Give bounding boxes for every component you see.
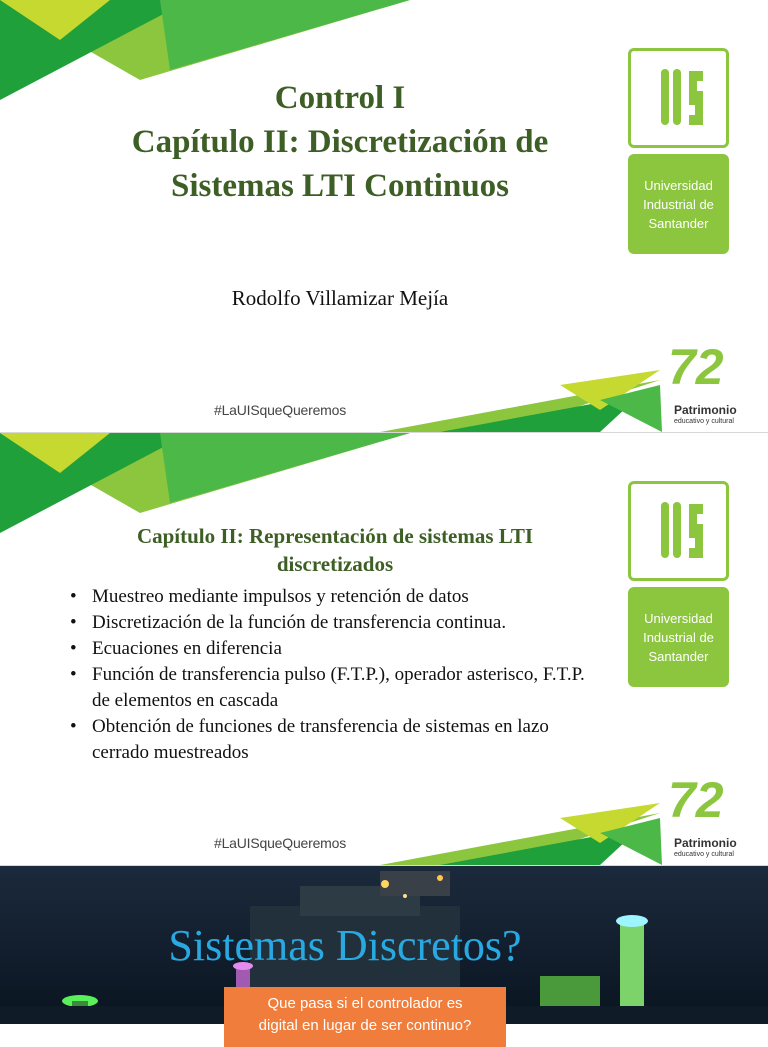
uis-logo-name: Universidad Industrial de Santander <box>628 587 729 687</box>
uis-logo-name: Universidad Industrial de Santander <box>628 154 729 254</box>
list-item: • Ecuaciones en diferencia <box>70 636 600 662</box>
seal-sublabel: educativo y cultural <box>674 418 734 425</box>
list-item: • Discretización de la función de transferencia continua. <box>70 610 600 636</box>
hashtag: #LaUISqueQueremos <box>214 835 347 851</box>
slide3-title: Sistemas Discretos? <box>168 921 522 970</box>
seal-label: Patrimonio <box>674 403 737 417</box>
seal-number: 72 <box>668 339 724 395</box>
list-item: • Muestreo mediante impulsos y retención de datos <box>70 584 600 610</box>
list-item: • Obtención de funciones de transferencia de sistemas en lazo cerrado muestreados <box>70 714 600 766</box>
slide2-title: Capítulo II: Representación de sistemas LTI discretizados <box>136 524 534 576</box>
seal-label: Patrimonio <box>674 836 737 850</box>
uis-monogram-icon <box>631 51 726 145</box>
slide-title <box>0 0 768 432</box>
question-callout: Que pasa si el controlador es digital en lugar de ser continuo? <box>224 987 506 1047</box>
author-name: Rodolfo Villamizar Mejía <box>231 286 449 310</box>
uis-logo-mark <box>628 481 729 581</box>
list-item: • Función de transferencia pulso (F.T.P.), operador asterisco, F.T.P. de elementos en cascada <box>70 662 600 714</box>
seal-sublabel: educativo y cultural <box>674 851 734 858</box>
seal-number: 72 <box>668 772 724 828</box>
slide1-title: Control I Capítulo II: Discretización de Sistemas LTI Continuos <box>131 80 549 204</box>
chapter-topic-list <box>70 584 600 766</box>
hashtag: #LaUISqueQueremos <box>214 402 347 418</box>
uis-logo-mark <box>628 48 729 148</box>
uis-monogram-icon <box>631 484 726 578</box>
